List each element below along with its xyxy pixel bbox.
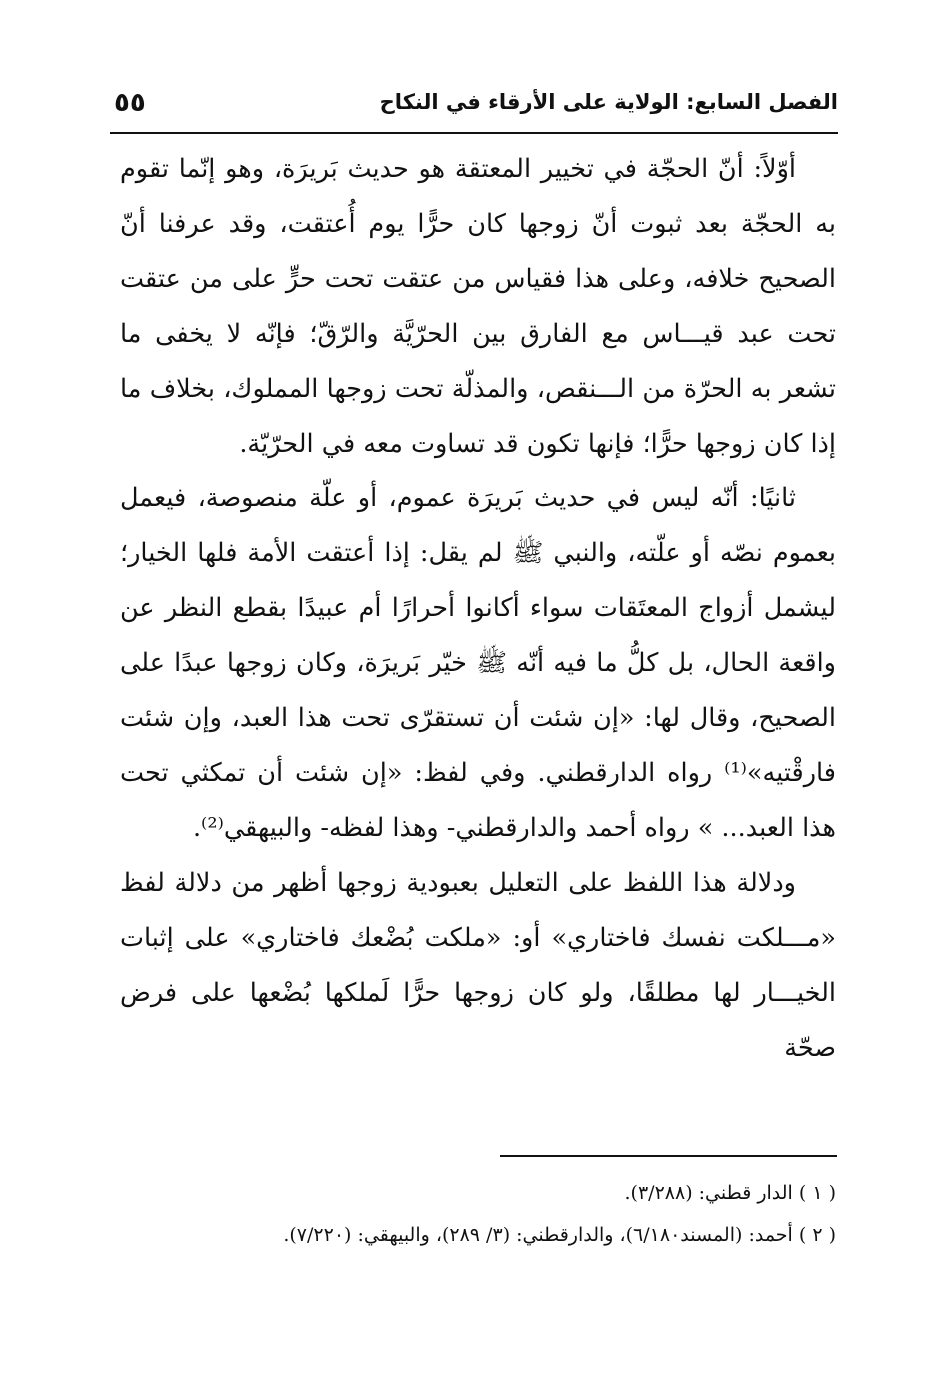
footnotes (120, 1172, 836, 1256)
header-rule (110, 132, 838, 134)
footnote-1: ( ١ ) الدار قطني: (٣/٢٨٨). (624, 1182, 836, 1204)
running-header (110, 84, 838, 134)
chapter-title: الفصل السابع: الولاية على الأرقاء في النكاح (379, 90, 838, 114)
body-text (120, 142, 836, 1075)
footnote-separator (500, 1155, 837, 1157)
paragraph-third: ودلالة هذا اللفظ على التعليل بعبودية زوجها أظهر من دلالة لفظ «مـــلكت نفسك فاختاري» أو: «ملكت بُضْعك فاختاري» على إثبات الخيـــار لها مطلقًا، ولو كان زوجها حرًّا لَملكها بُضْعها على فرض صحّة (120, 867, 836, 1063)
footnote-2: ( ٢ ) أحمد: (المسند٦/١٨٠)، والدارقطني: (٣/ ٢٨٩)، والبيهقي: (٧/٢٢٠). (283, 1224, 836, 1246)
paragraph-second: ثانيًا: أنّه ليس في حديث بَريرَة عموم، أو علّة منصوصة، فيعمل بعموم نصّه أو علّته، والنبي ﷺ لم يقل: إذا أعتقت الأمة فلها الخيار؛ ليشمل أزواج المعتَقات سواء أكانوا أحرارًا أم عبيدًا بقطع النظر عن واقعة الحال، بل كلُّ ما فيه أنّه ﷺ خيّر بَريرَة، وكان زوجها عبدًا على الصحيح، وقال لها: «إن شئت أن تستقرّى تحت هذا العبد، وإن شئت فارقْتيه»⁽¹⁾ رواه الدارقطني. وفي لفظ: «إن شئت أن تمكثي تحت هذا العبد... » رواه أحمد والدارقطني- وهذا لفظه- والبيهقي⁽²⁾. (120, 483, 836, 843)
paragraph-first: أوّلاً: أنّ الحجّة في تخيير المعتقة هو حديث بَريرَة، وهو إنّما تقوم به الحجّة بعد ثبوت أنّ زوجها كان حرًّا يوم أُعتقت، وقد عرفنا أنّ الصحيح خلافه، وعلى هذا فقياس من عتقت تحت حرٍّ على من عتقت تحت عبد قيـــاس مع الفارق بين الحرّيَّة والرّقّ؛ فإنّه لا يخفى ما تشعر به الحرّة من الـــنقص، والمذلّة تحت زوجها المملوك، بخلاف ما إذا كان زوجها حرًّا؛ فإنها تكون قد تساوت معه في الحرّيّة. (120, 154, 836, 459)
page-number: ٥٥ (114, 88, 146, 118)
